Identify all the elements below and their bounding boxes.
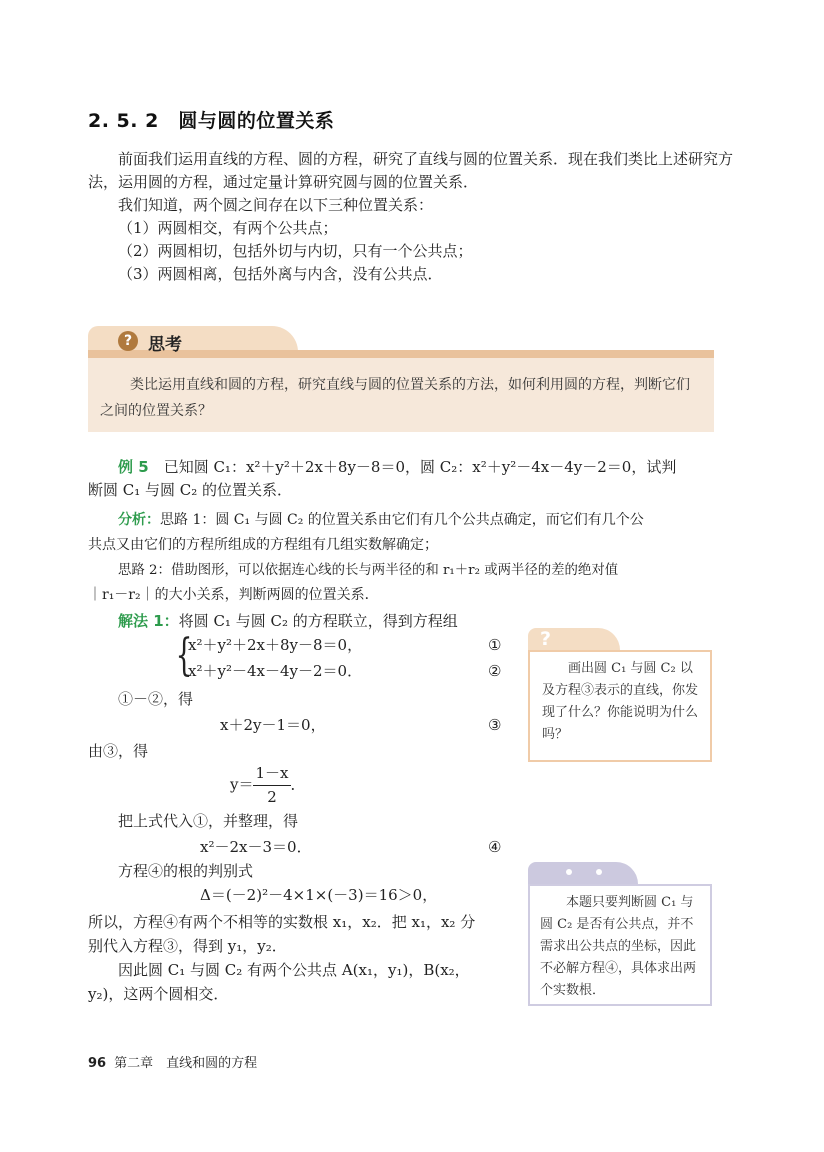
y-expression xyxy=(230,762,306,809)
equation-marker-2: ② xyxy=(488,662,502,680)
example-statement xyxy=(88,456,728,502)
note-2-text: 本题只要判断圆 C₁ 与圆 C₂ 是否有公共点，并不需求出公共点的坐标，因此不必解方程④，具体求出两个实数根． xyxy=(540,895,697,998)
solution-text: 将圆 C₁ 与圆 C₂ 的方程联立，得到方程组 xyxy=(178,612,458,630)
step-discriminant: 方程④的根的判别式 xyxy=(118,862,254,880)
conclusion-line-1: 所以，方程④有两个不相等的实数根 x₁，x₂．把 x₁，x₂ 分 xyxy=(88,913,476,931)
note-1-text: 画出圆 C₁ 与圆 C₂ 以及方程③表示的直线，你发现了什么？你能说明为什么吗？ xyxy=(542,661,699,742)
y-lhs: y＝ xyxy=(230,775,254,794)
discriminant-equation: Δ＝(－2)²－4×1×(－3)＝16＞0， xyxy=(200,886,438,904)
dot-icon xyxy=(566,869,572,875)
page-number: 96 xyxy=(88,1056,107,1071)
conclusion-line-4: y₂)，这两个圆相交． xyxy=(88,985,229,1003)
solution-intro xyxy=(118,610,458,633)
note-2-tab xyxy=(528,862,638,886)
y-denominator: 2 xyxy=(267,788,277,806)
equation-marker-3: ③ xyxy=(488,716,502,734)
analysis-line-4: ｜r₁－r₂｜的大小关系，判断两圆的位置关系． xyxy=(88,587,379,603)
equation-marker-1: ① xyxy=(488,636,502,654)
think-title: 思考 xyxy=(148,335,182,355)
example-line-1: 已知圆 C₁：x²＋y²＋2x＋8y－8＝0，圆 C₂：x²＋y²－4x－4y－2＝0，试判 xyxy=(163,458,677,476)
dot-icon xyxy=(596,869,602,875)
step-from-3: 由③，得 xyxy=(88,742,149,760)
page-footer xyxy=(88,1052,257,1071)
solution-label: 解法 1： xyxy=(118,612,179,630)
intro-paragraph-2: 我们知道，两个圆之间存在以下三种位置关系： xyxy=(118,196,434,214)
analysis-line-1: 思路 1：圆 C₁ 与圆 C₂ 的位置关系由它们有几个公共点确定，而它们有几个公 xyxy=(160,512,644,528)
analysis-line-2: 共点又由它们的方程所组成的方程组有几组实数解确定； xyxy=(88,537,438,553)
question-icon: ? xyxy=(540,628,552,650)
y-numerator: 1－x xyxy=(253,762,290,786)
equation-4: x²－2x－3＝0． xyxy=(200,838,312,856)
list-item: （1）两圆相交，有两个公共点； xyxy=(118,219,338,237)
conclusion-line-3: 因此圆 C₁ 与圆 C₂ 有两个公共点 A(x₁，y₁)，B(x₂， xyxy=(118,961,470,979)
y-fraction xyxy=(253,762,290,809)
section-heading: 2. 5. 2 圆与圆的位置关系 xyxy=(88,110,335,132)
analysis-line-3: 思路 2：借助图形，可以依据连心线的长与两半径的和 r₁＋r₂ 或两半径的差的绝对值 xyxy=(118,563,619,578)
chapter-title: 第二章 直线和圆的方程 xyxy=(114,1056,258,1071)
example-label: 例 5 xyxy=(118,458,149,476)
system-brace: { xyxy=(175,630,193,681)
equation-marker-4: ④ xyxy=(488,838,502,856)
question-icon: ? xyxy=(118,331,138,351)
example-line-2: 断圆 C₁ 与圆 C₂ 的位置关系． xyxy=(88,481,293,499)
system-equation-1: x²＋y²＋2x＋8y－8＝0， xyxy=(188,636,363,654)
list-item: （2）两圆相切，包括外切与内切，只有一个公共点； xyxy=(118,242,473,260)
intro-text xyxy=(88,148,738,286)
equation-3: x＋2y－1＝0， xyxy=(220,716,326,734)
y-end: ． xyxy=(290,775,306,794)
think-text: 类比运用直线和圆的方程，研究直线与圆的位置关系的方法，如何利用圆的方程，判断它们之间的位置关系？ xyxy=(100,377,690,419)
conclusion-block xyxy=(88,910,508,1006)
step-substitute: 把上式代入①，并整理，得 xyxy=(118,812,299,830)
list-item: （3）两圆相离，包括外离与内含，没有公共点． xyxy=(118,265,443,283)
intro-paragraph-1: 前面我们运用直线的方程、圆的方程，研究了直线与圆的位置关系．现在我们类比上述研究方法，运用圆的方程，通过定量计算研究圆与圆的位置关系． xyxy=(88,150,734,191)
system-equation-2: x²＋y²－4x－4y－2＝0． xyxy=(188,662,363,680)
analysis-block xyxy=(88,508,728,608)
conclusion-line-2: 别代入方程③，得到 y₁，y₂． xyxy=(88,937,287,955)
step-subtract: ①－②，得 xyxy=(118,690,194,708)
analysis-label: 分析： xyxy=(118,512,160,528)
